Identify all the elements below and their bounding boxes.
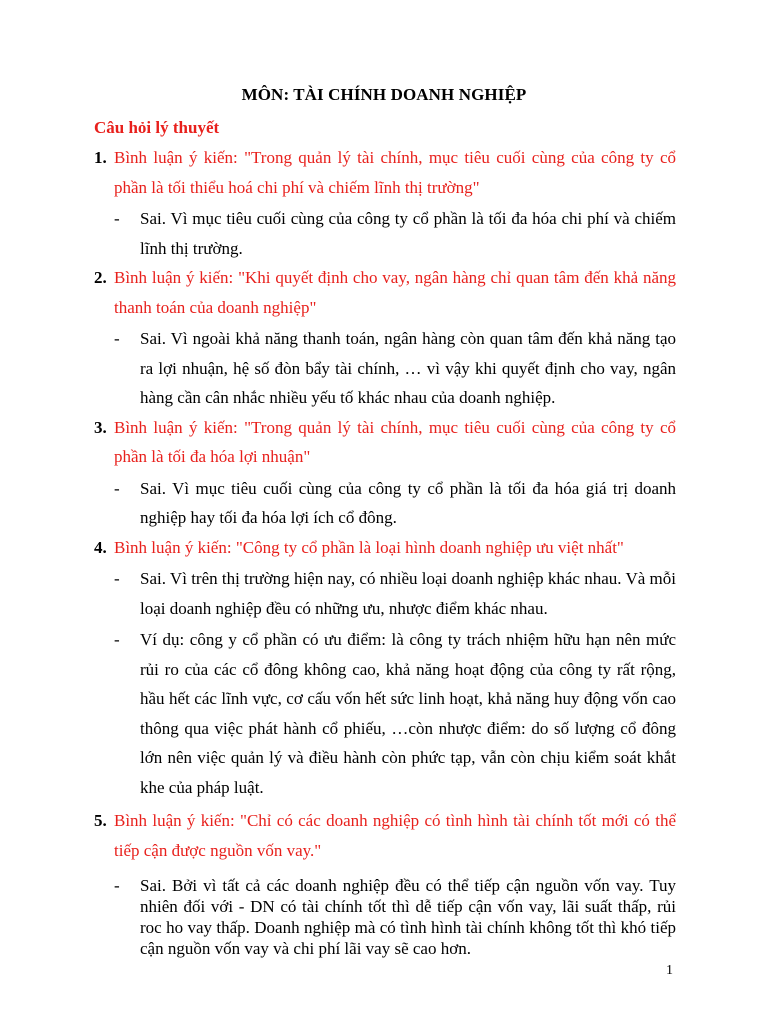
answer-item: [114, 875, 676, 959]
answer-text: Sai. Vì mục tiêu cuối cùng của công ty cổ phần là tối đa hóa chi phí và chiếm lĩnh thị trường.: [140, 209, 676, 258]
question-number: 1.: [94, 148, 107, 167]
bullet-dash: -: [114, 569, 120, 588]
question-number: 5.: [94, 811, 107, 830]
bullet-dash: -: [114, 209, 120, 228]
section-heading: Câu hỏi lý thuyết: [94, 118, 220, 137]
page-title: MÔN: TÀI CHÍNH DOANH NGHIỆP: [241, 85, 527, 104]
bullet-dash: -: [114, 876, 120, 895]
question-number: 3.: [94, 417, 107, 437]
answer-item: [114, 474, 676, 533]
answer-item: [114, 564, 676, 623]
answer-text: Sai. Bởi vì tất cả các doanh nghiệp đều có thể tiếp cận nguồn vốn vay. Tuy nhiên đối với - DN có tài chính tốt thì dễ tiếp cận vốn vay, lãi suất thấp, rủi roc ho vay thấp. Doanh nghiệp mà có tình hình tài chính không tốt thì khó tiếp cận nguồn vốn vay và chi phí lãi vay sẽ cao hơn.: [140, 876, 676, 958]
answer-item: [114, 625, 676, 802]
answer-text: Sai. Vì mục tiêu cuối cùng của công ty cổ phần là tối đa hóa giá trị doanh nghiệp hay tối đa hóa lợi ích cổ đông.: [140, 478, 676, 527]
question-2: [94, 263, 676, 322]
question-4: [94, 533, 676, 563]
question-text: Bình luận ý kiến: "Công ty cổ phần là loại hình doanh nghiệp ưu việt nhất": [114, 537, 624, 557]
question-3: [94, 413, 676, 472]
answer-text: Sai. Vì trên thị trường hiện nay, có nhiều loại doanh nghiệp khác nhau. Và mỗi loại doanh nghiệp đều có những ưu, nhược điểm khác nhau.: [140, 569, 676, 618]
question-text: Bình luận ý kiến: "Khi quyết định cho vay, ngân hàng chỉ quan tâm đến khả năng thanh toán của doanh nghiệp": [114, 268, 676, 317]
bullet-dash: -: [114, 478, 120, 498]
question-1: [94, 143, 676, 202]
question-text: Bình luận ý kiến: "Trong quản lý tài chính, mục tiêu cuối cùng của công ty cổ phần là tối thiểu hoá chi phí và chiếm lĩnh thị trường": [114, 148, 676, 197]
question-list: [94, 143, 676, 959]
question-number: 2.: [94, 268, 107, 287]
bullet-dash: -: [114, 630, 120, 649]
page-number: 1: [666, 963, 673, 978]
question-number: 4.: [94, 537, 107, 557]
question-text: Bình luận ý kiến: "Trong quản lý tài chính, mục tiêu cuối cùng của công ty cổ phần là tối đa hóa lợi nhuận": [114, 417, 676, 466]
question-text: Bình luận ý kiến: "Chỉ có các doanh nghiệp có tình hình tài chính tốt mới có thể tiếp cận được nguồn vốn vay.": [114, 811, 676, 860]
answer-item: [114, 204, 676, 263]
answer-item: [114, 324, 676, 413]
answer-text: Ví dụ: công y cổ phần có ưu điểm: là công ty trách nhiệm hữu hạn nên mức rủi ro của các cổ đông không cao, khả năng hoạt động của công ty rất rộng, hầu hết các lĩnh vực, cơ cấu vốn hết sức linh hoạt, khả năng huy động vốn cao thông qua việc phát hành cổ phiếu, …còn nhược điểm: do số lượng cổ đông lớn nên việc quản lý và điều hành còn phức tạp, vẫn còn chịu kiểm soát khắt khe của pháp luật.: [140, 630, 676, 797]
bullet-dash: -: [114, 329, 120, 348]
answer-text: Sai. Vì ngoài khả năng thanh toán, ngân hàng còn quan tâm đến khả năng tạo ra lợi nhuận, hệ số đòn bẩy tài chính, … vì vậy khi quyết định cho vay, ngân hàng cần cân nhắc nhiều yếu tố khác nhau của doanh nghiệp.: [140, 329, 676, 407]
question-5: [94, 806, 676, 865]
